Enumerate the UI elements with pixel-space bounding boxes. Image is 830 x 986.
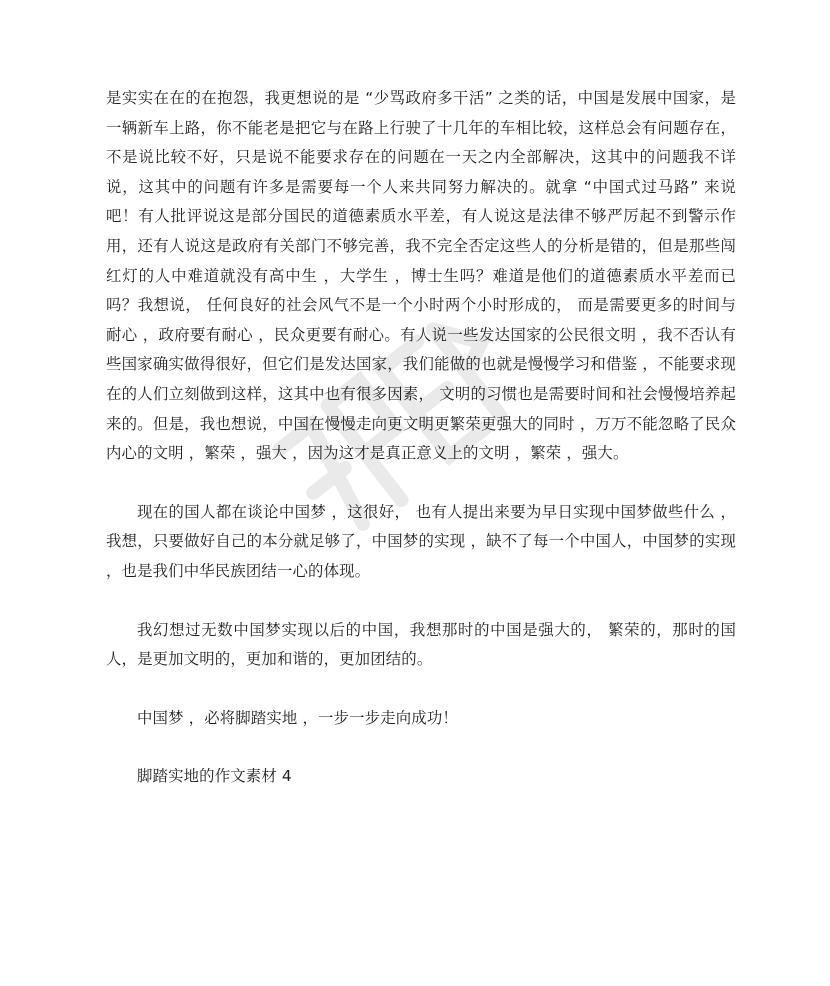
paragraph-gap [106,733,736,762]
document-body [106,84,736,792]
paragraph-gap [106,469,736,498]
paragraph-4: 中国梦 ，必将脚踏实地 ，一步一步走向成功！ [137,708,458,727]
paragraph-1: 是实实在在的在抱怨，我更想说的是 “少骂政府多干活” 之类的话，中国是发展中国家，是一辆新车上路，你不能老是把它与在路上行驶了十几年的车相比较，这样总会有问题存在，不是说比较不好，只是说不能要求存在的问题在一天之内全部解决，这其中的问题我不详说，这其中的问题有许多是需要每一个人来共同努力解决的。就拿 “中国式过马路” 来说吧！有人批评说这是部分国民的道德素质水平差，有人说这是法律不够严厉起不到警示作用，还有人说这是政府有关部门不够完善，我不完全否定这些人的分析是错的，但是那些闯红灯的人中难道就没有高中生 ，大学生 ，博士生吗？难道是他们的道德素质水平差而已吗？我想说， 任何良好的社会风气不是一个小时两个小时形成的， 而是需要更多的时间与耐心 ，政府要有耐心 ，民众更要有耐心。有人说一些发达国家的公民很文明 ，我不否认有些国家确实做得很好，但它们是发达国家，我们能做的也就是慢慢学习和借鉴 ，不能要求现在的人们立刻做到这样，这其中也有很多因素， 文明的习惯也是需要时间和社会慢慢培养起来的。但是，我也想说，中国在慢慢走向更文明更繁荣更强大的同时 ，万万不能忽略了民众内心的文明 ，繁荣 ，强大 ，因为这才是真正意义上的文明 ，繁荣 ，强大。 [106,89,736,463]
paragraph-gap [106,587,736,616]
section-heading: 脚踏实地的作文素材 4 [137,767,292,786]
paragraph-gap [106,675,736,704]
paragraph-3: 我幻想过无数中国梦实现以后的中国，我想那时的中国是强大的， 繁荣的，那时的国人，是更加文明的，更加和谐的，更加团结的。 [106,620,736,669]
paragraph-2: 现在的国人都在谈论中国梦 ，这很好， 也有人提出来要为早日实现中国梦做些什么 ，我想，只要做好自己的本分就足够了，中国梦的实现 ，缺不了每一个中国人，中国梦的实现 ，也是我们中华民族团结一心的体现。 [106,502,736,580]
